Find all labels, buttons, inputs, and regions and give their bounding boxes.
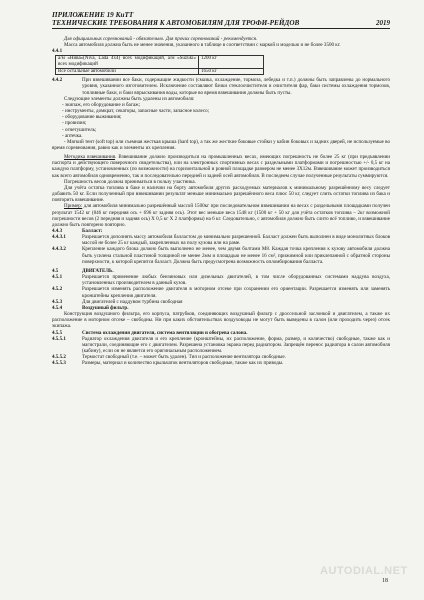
section-4-4-2	[52, 77, 390, 95]
method-p1	[52, 154, 390, 179]
intro-p2: Масса автомобиля должна быть не менее значения, указанного в таблице в соответствии с маркой и моделью и не более 3500 кг.	[64, 42, 341, 49]
example-label: Пример:	[64, 203, 83, 210]
table-row	[56, 68, 264, 75]
table-cell-name: а/м «Нива»(Niva, Lada 4x4) всех модификаций, а/м «Suzuki» всех модификаций	[56, 56, 199, 68]
section-text: Крепление каждого блока должно быть выполнено не менее, чем двумя болтами М8. Каждая точка крепления к кузову автомобиля должна быть усилена стальной пластиной толщиной не менее 2мм и площадью не менее 16 см², прижимной или приклепанной с обратной стороны поверхности, к которой крепится балласт. Должна быть предусмотрена возможность опломбирования балласта.	[82, 246, 390, 265]
section-4-5-1	[52, 274, 390, 286]
section-4-4-3-1	[52, 234, 390, 246]
section-number: 4.5.2	[52, 286, 63, 293]
table-row	[56, 56, 264, 68]
watermark: AUTODIAL.NET	[320, 565, 408, 577]
section-number: 4.5.3	[52, 298, 63, 305]
section-number: 4.5.4	[52, 304, 63, 311]
table-cell-name: Все остальные автомобили	[56, 68, 199, 75]
section-number: 4.4.2	[52, 77, 63, 84]
section-title: Балласт:	[82, 228, 103, 234]
section-number: 4.5.5	[52, 329, 63, 336]
section-4-4-3-2	[52, 246, 390, 264]
header-year: 2019	[376, 19, 390, 27]
section-number: 4.4.3	[52, 228, 63, 234]
removal-list	[52, 102, 390, 139]
removal-list-title: Следующие элементы должны быть удалены из автомобиля:	[64, 95, 195, 102]
section-text: Для двигателей с наддувом турбина свободная	[82, 298, 183, 305]
section-text: Размеры, материал и количество крыльчаток вентиляторов свободные, также как их приводы.	[82, 360, 284, 367]
method-title: Методика взвешивания	[64, 154, 116, 161]
example-text: для автомобиля минимально разрешённый массой 1500кг при последовательном взвешивании на весах с раздельными площадками получен результат 1542 кг (846 кг передняя ось + 696 кг задняя ось). Этот вес меньше веса 1548 кг (1500 кг + 50 кг для учёта остатков топлива – 2кг возможной погрешности весов (2 передняя и задняя ось) X 0,5 кг X 2 платформы) на 6 кг. Следовательно, с автомобиля должно быть слито всё топливо, и взвешивание должно быть повторено повторно.	[52, 203, 390, 228]
section-number: 4.4.3.2	[52, 246, 66, 253]
section-number: 4.5.5.2	[52, 354, 66, 361]
section-4-5-2	[52, 286, 390, 298]
section-text: При взвешивании все баки, содержащие жидкости (смазка, охлаждение, тормоза, лебедка и т.п.) должны быть заправлены до нормального уровня, указанного изготовителем. Исключение составляют бачки стеклоочистителя и очистителя фар, баки системы охлаждения тормозов, топливные баки, и баки впрыскивания воды, которые во время взвешивания должны быть пусты.	[82, 77, 390, 96]
removal-after: - Мягкий тент (soft top) или съемная жесткая крыша (hard top), а так же жесткие боковые стойки у кабин боковых и задних дверей, не используемые во время соревнования, равно как и элементы их крепления.	[52, 138, 390, 151]
section-number: 4.5.5.1	[52, 335, 66, 342]
header-line2: ТЕХНИЧЕСКИЕ ТРЕБОВАНИЯ К АВТОМОБИЛЯМ ДЛЯ ТРОФИ-РЕЙДОВ	[52, 19, 390, 28]
method-p2: Погрешность весов должна приниматься в пользу участника.	[64, 178, 196, 185]
method-text: . Взвешивание должно производиться на промышленных весах, имеющих погрешность не более 25 кг (при предъявлении паспорта и действующего поверочного свидетельства), или на электронных спортивных весах с раздельными платформами и погрешностью +/- 0,5 кг на каждую платформу, установленных (по возможности) на горизонтальной и ровной площадке размером не менее 3X12м. Взвешивание может производиться как всего автомобиля одновременно, так и последовательно передней и задней осей автомобиля. В последнем случае полученные результаты суммируются.	[52, 154, 390, 179]
method-p3: Для учёта остатка топлива в баке и наличии на борту автомобиля других расходуемых материалов к минимальному разрешённому весу следует добавить 50 кг. Если полученный при взвешивании результат меньше минимально разрешённого веса плюс 50 кг, следует слить остатки топлива из бака и повторить взвешивание.	[52, 184, 390, 204]
page-header	[52, 11, 390, 29]
section-title: Воздушный фильтр.	[82, 304, 129, 311]
header-line1: ПРИЛОЖЕНИЕ 19 КиТТ	[52, 11, 134, 19]
page-number: 18	[382, 578, 388, 584]
list-item: - инструменты, домкрат, секаторы, запасные части, запасное колесо;	[62, 108, 209, 115]
section-text: Радиатор охлаждения двигателя и его крепление (кронштейны, их расположение, форма, размер, и количество) свободные, также как и магистрали, соединяющие его с двигателем. Разрешена установка экрана перед радиатором. Запрещён перенос радиатора в салон автомобиля (кабину), если он не является его оригинальным расположением.	[82, 335, 390, 354]
table-cell-value: 1200 кг	[199, 56, 264, 68]
section-text: Разрешается дополнять массу автомобиля балластом до минимально разрешенной. Балласт должен быть выполнен в виде монолитных блоков массой не более 25 кг каждый, закрепленных на полу кузова или на раме.	[82, 234, 390, 247]
min-weight-table	[55, 55, 264, 75]
document-body	[52, 36, 390, 366]
intro-p1: Для официальных соревнований - обязательно. Для прочих соревнований - рекомендуется.	[64, 36, 258, 42]
air-filter-text: Конструкция воздушного фильтра, его корпуса, патрубков, соединяющих воздушный фильтр с дроссельной заслонкой и двигателем, а также их расположение в моторном отсеке – свободны. Ни при каких обстоятельствах воздуховоды не могут быть выведены в салон (или проходить через) отсек экипажа.	[52, 311, 390, 330]
list-item: - провизия;	[62, 120, 87, 127]
list-item: - оборудование выживания;	[62, 114, 122, 121]
section-4-5-5-1	[52, 336, 390, 354]
section-text: Термостат свободный (т.е. – может быть удален). Тип и расположение вентилятора свободные.	[82, 354, 286, 361]
section-4-5-5-3	[52, 360, 390, 366]
section-4-4-1-number: 4.4.1	[52, 48, 63, 55]
section-number: 4.5.5.3	[52, 360, 66, 367]
section-title: Система охлаждения двигателя, система вентиляции и обогрева салона.	[82, 329, 248, 336]
section-number: 4.4.3.1	[52, 234, 66, 241]
list-item: - экипаж, его оборудование и багаж;	[62, 101, 140, 108]
section-number: 4.5	[52, 267, 59, 274]
list-item: - огнетушитель;	[62, 126, 97, 133]
table-cell-value: 1650 кг	[199, 68, 264, 75]
method-example	[52, 203, 390, 228]
section-number: 4.5.1	[52, 274, 63, 281]
section-title: ДВИГАТЕЛЬ.	[82, 267, 114, 274]
list-item: - аптечка.	[62, 132, 83, 139]
section-text: Разрешается изменять расположение двигателя в моторном отсеке при сохранении его ориентации. Разрешается изменять или заменять кронштейны крепления двигателя.	[82, 286, 390, 299]
section-text: Разрешается применение любых бензиновых или дизельных двигателей, в том числе оборудованных системами наддува воздуха, установленных производителем в данный кузов.	[82, 274, 390, 287]
